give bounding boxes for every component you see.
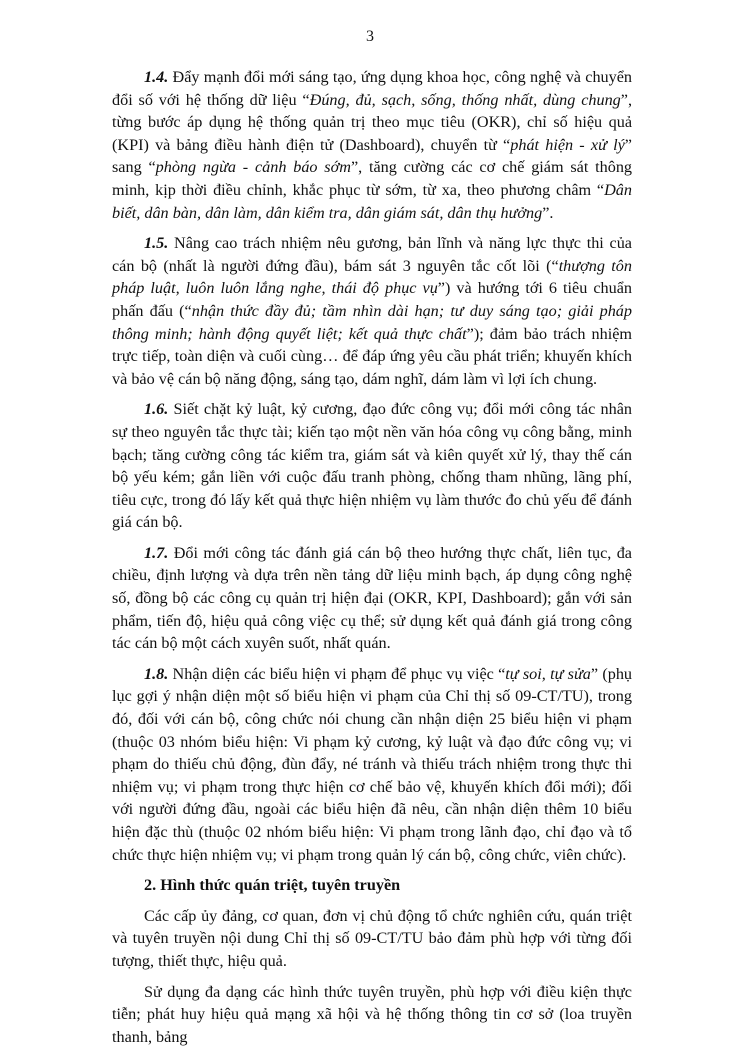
paragraph-text: Đổi mới công tác đánh giá cán bộ theo hướng thực chất, liên tục, đa chiều, định lượng và dựa trên nền tảng dữ liệu minh bạch, áp dụng công nghệ số, đồng bộ các công cụ quản trị hiện đại (OKR, KPI, Dashboard); gắn với sản phẩm, tiến độ, hiệu quả công việc cụ thể; sử dụng kết quả đánh giá trong công tác cán bộ một cách xuyên suốt, nhất quán. (112, 543, 632, 653)
page-number: 3 (366, 28, 374, 45)
paragraph-1-4 (112, 66, 632, 224)
paragraph-1-8 (112, 663, 632, 866)
paragraph-text: ” sang “ (112, 135, 632, 177)
section-heading: 2. Hình thức quán triệt, tuyên truyền (144, 876, 401, 895)
paragraph-1-6 (112, 398, 632, 534)
paragraph-text: ”. (542, 203, 554, 222)
paragraph-text: ” (phụ lục gợi ý nhận diện một số biểu hiện vi phạm của Chỉ thị số 09-CT/TU), trong đó, đối với cán bộ, công chức nói chung cần nhận diện 25 biểu hiện vi phạm (thuộc 03 nhóm biểu hiện: Vi phạm kỷ cương, kỷ luật và đạo đức công vụ; vi phạm do thiếu chủ động, đùn đẩy, né tránh và thiếu trách nhiệm trong thực thi nhiệm vụ; vi phạm trong thực hiện cơ chế bảo vệ, khuyến khích đổi mới); đối với người đứng đầu, ngoài các biểu hiện đã nêu, cần nhận diện thêm 10 biểu hiện đặc thù (thuộc 02 nhóm biểu hiện: Vi phạm trong lãnh đạo, chỉ đạo và tổ chức thực hiện nhiệm vụ; vi phạm trong quản lý cán bộ, công chức, viên chức). (112, 664, 633, 864)
paragraph-text: ”, từng bước áp dụng hệ thống quản trị theo mục tiêu (OKR), chỉ số hiệu quả (KPI) và bảng điều hành điện tử (Dashboard), chuyển từ “ (112, 90, 632, 154)
italic-text: Đúng, đủ, sạch, sống, thống nhất, dùng chung (309, 90, 621, 109)
paragraph-1-5 (112, 232, 632, 390)
paragraph-number: 1.5. (144, 234, 169, 253)
italic-text: nhận thức đầy đủ; tầm nhìn dài hạn; tư duy sáng tạo; giải pháp thông minh; hành động quyết liệt; kết quả thực chất (112, 301, 632, 343)
section-paragraph-2: Sử dụng đa dạng các hình thức tuyên truyền, phù hợp với điều kiện thực tiễn; phát huy hiệu quả mạng xã hội và hệ thống thông tin cơ sở (loa truyền thanh, bảng (112, 982, 632, 1046)
paragraph-text: ”); đảm bảo trách nhiệm trực tiếp, toàn diện và cuối cùng… để đáp ứng yêu cầu phát triển; khuyến khích và bảo vệ cán bộ năng động, sáng tạo, dám nghĩ, dám làm vì lợi ích chung. (112, 324, 632, 388)
paragraph-1-7 (112, 542, 632, 655)
paragraph-number: 1.6. (144, 400, 169, 419)
italic-text: thượng tôn pháp luật, luôn luôn lắng nghe, thái độ phục vụ (112, 256, 632, 298)
paragraph-text: Đẩy mạnh đổi mới sáng tạo, ứng dụng khoa học, công nghệ và chuyển đổi số với hệ thống dữ liệu “ (112, 68, 632, 109)
paragraph-text: Nâng cao trách nhiệm nêu gương, bản lĩnh và năng lực thực thi của cán bộ (nhất là người đứng đầu), bám sát 3 nguyên tắc cốt lõi (“ (112, 234, 632, 275)
italic-text: phát hiện - xử lý (510, 135, 625, 154)
document-body (112, 66, 632, 1056)
italic-text: phòng ngừa - cảnh báo sớm (155, 158, 351, 177)
paragraph-number: 1.7. (144, 543, 169, 562)
paragraph-number: 1.4. (144, 68, 169, 86)
numbered-paragraphs (112, 66, 632, 866)
paragraph-text: Nhận diện các biểu hiện vi phạm để phục vụ việc “ (168, 664, 506, 683)
paragraph-text: Siết chặt kỷ luật, kỷ cương, đạo đức công vụ; đổi mới công tác nhân sự theo nguyên tắc thực tài; kiến tạo một nền văn hóa công vụ công bằng, minh bạch; tăng cường công tác kiểm tra, giám sát và kiên quyết xử lý, thay thế cán bộ yếu kém; gắn liền với cuộc đấu tranh phòng, chống tham nhũng, lãng phí, tiêu cực, trong đó lấy kết quả thực hiện nhiệm vụ làm thước đo chủ yếu để đánh giá cán bộ. (112, 400, 632, 532)
paragraph-number: 1.8. (144, 664, 169, 683)
italic-text: tự soi, tự sửa (505, 664, 591, 683)
italic-text: Dân biết, dân bàn, dân làm, dân kiểm tra, dân giám sát, dân thụ hưởng (112, 180, 632, 222)
section-paragraph-1: Các cấp ủy đảng, cơ quan, đơn vị chủ động tổ chức nghiên cứu, quán triệt và tuyên truyền nội dung Chỉ thị số 09-CT/TU bảo đảm phù hợp với từng đối tượng, thiết thực, hiệu quả. (112, 906, 632, 970)
paragraph-text: ”, tăng cường các cơ chế giám sát thông minh, kịp thời điều chỉnh, khắc phục từ sớm, từ xa, theo phương châm “ (112, 158, 633, 199)
paragraph-text: ”) và hướng tới 6 tiêu chuẩn phấn đấu (“ (112, 279, 632, 320)
